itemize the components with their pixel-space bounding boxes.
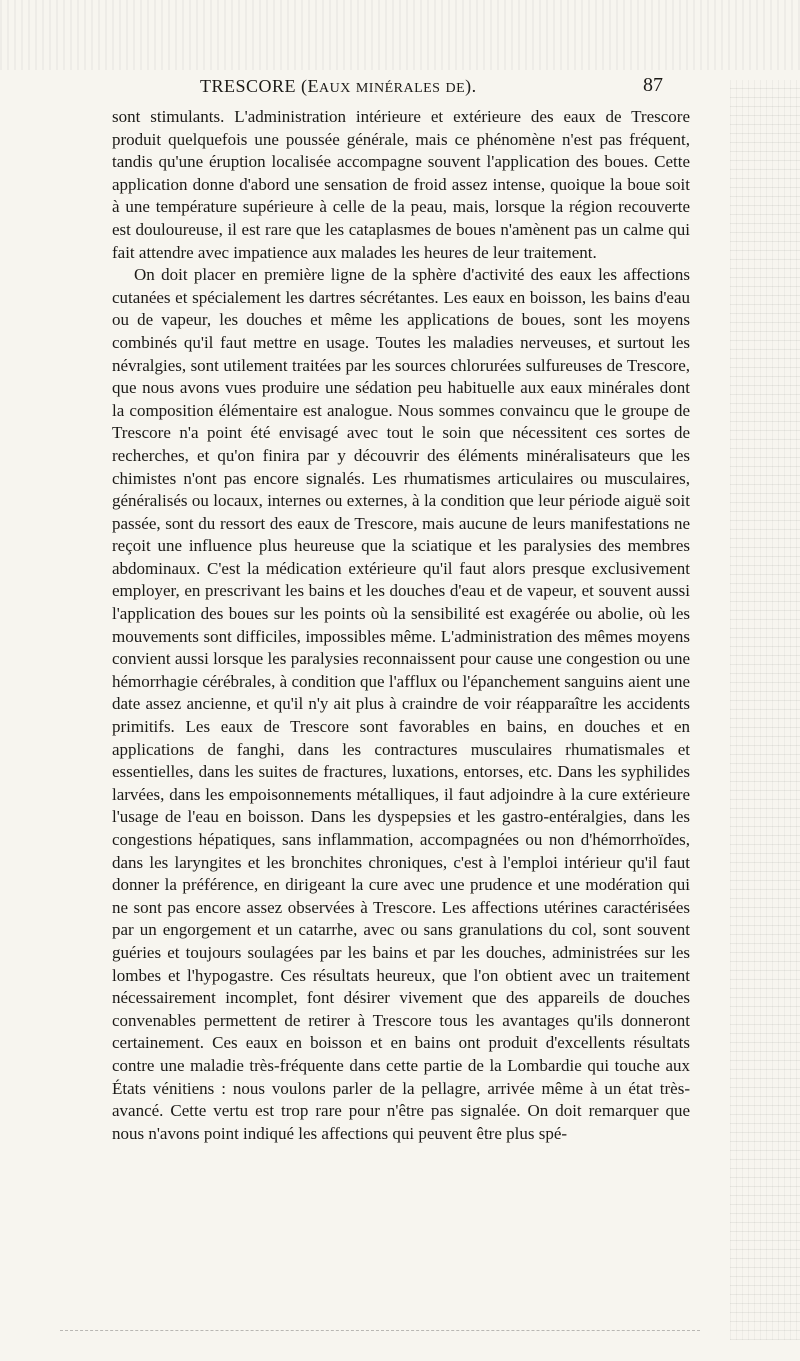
scan-footer-line [60, 1330, 700, 1331]
header-title-end: ). [465, 76, 477, 96]
header-title-main: TRESCORE (E [200, 76, 320, 96]
running-header [200, 76, 675, 102]
scan-noise-top [0, 0, 800, 70]
page-number: 87 [643, 74, 663, 96]
header-title-small-1: AUX [319, 81, 351, 96]
scan-noise-right-margin [730, 80, 800, 1340]
paragraph-2: On doit placer en première ligne de la sphère d'activité des eaux les affections cutanées et spécialement les dartres sécrétantes. Les eaux en boisson, les bains d'eau ou de vapeur, les douches et même les applications de boues, sont les moyens combinés qu'il faut mettre en usage. Toutes les maladies nerveuses, et surtout les névralgies, sont utilement traitées par les sources chlorurées sulfureuses de Trescore, que nous avons vues produire une sédation peu habituelle aux eaux minérales dont la composition élémentaire est analogue. Nous sommes convaincu que le groupe de Trescore n'a point été envisagé avec tout le soin que nécessitent ces sortes de recherches, et qu'on finira par y découvrir des éléments minéralisateurs que les chimistes n'ont pas encore signalés. Les rhumatismes articulaires ou musculaires, généralisés ou locaux, internes ou externes, à la condition que leur période aiguë soit passée, sont du ressort des eaux de Trescore, mais aucune de leurs manifestations ne reçoit une influence plus heureuse que la sciatique et les paralysies des membres abdominaux. C'est la médication extérieure qu'il faut alors presque exclusivement employer, en prescrivant les bains et les douches d'eau et de vapeur, et souvent aussi l'application des boues sur les points où la sensibilité est exagérée ou abolie, où les mouvements sont difficiles, impossibles même. L'administration des mêmes moyens convient aussi lorsque les paralysies reconnaissent pour cause une congestion ou une hémorrhagie cérébrales, à condition que l'afflux ou l'épanchement sanguins aient une date assez ancienne, et qu'il n'y ait plus à craindre de voir réapparaître les accidents primitifs. Les eaux de Trescore sont favorables en bains, en douches et en applications de fanghi, dans les contractures musculaires rhumatismales et essentielles, dans les suites de fractures, luxations, entorses, etc. Dans les syphilides larvées, dans les empoisonnements métalliques, il faut adjoindre à la cure extérieure l'usage de l'eau en boisson. Dans les dyspepsies et les gastro-entéralgies, dans les congestions hépatiques, sans inflammation, accompagnées ou non d'hémorrhoïdes, dans les laryngites et les bronchites chroniques, c'est à l'emploi intérieur qu'il faut donner la préférence, en dirigeant la cure avec une prudence et une modération qui ne sont pas encore assez observées à Trescore. Les affections utérines caractérisées par un engorgement et un catarrhe, avec ou sans granulations du col, sont souvent guéries et toujours soulagées par les bains et par les douches, administrées sur les lombes et l'hypogastre. Ces résultats heureux, que l'on obtient avec un traitement nécessairement incomplet, font désirer vivement que des appareils de douches convenables permettent de retirer à Trescore tous les avantages qu'ils donneront certainement. Ces eaux en boisson et en bains ont produit d'excellents résultats contre une maladie très-fréquente dans cette partie de la Lombardie qui touche aux États vénitiens : nous voulons parler de la pellagre, arrivée même à un état très-avancé. Cette vertu est trop rare pour n'être pas signalée. On doit remarquer que nous n'avons point indiqué les affections qui peuvent être plus spé- [112, 265, 690, 1143]
header-title-small-3: DE [445, 81, 466, 96]
paragraph-1: sont stimulants. L'administration intérieure et extérieure des eaux de Trescore produit quelquefois une poussée générale, mais ce phénomène n'est pas fréquent, tandis qu'une éruption localisée accompagne souvent l'application des boues. Cette application donne d'abord une sensation de froid assez intense, quoique la boue soit à une température supérieure à celle de la peau, mais, lorsque la région recouverte est douloureuse, il est rare que les cataplasmes de boues n'amènent pas un calme qui fait attendre avec impatience aux malades les heures de leur traitement. [112, 107, 690, 262]
header-title-small-2: MINÉRALES [355, 81, 441, 96]
body-text [112, 106, 690, 1145]
